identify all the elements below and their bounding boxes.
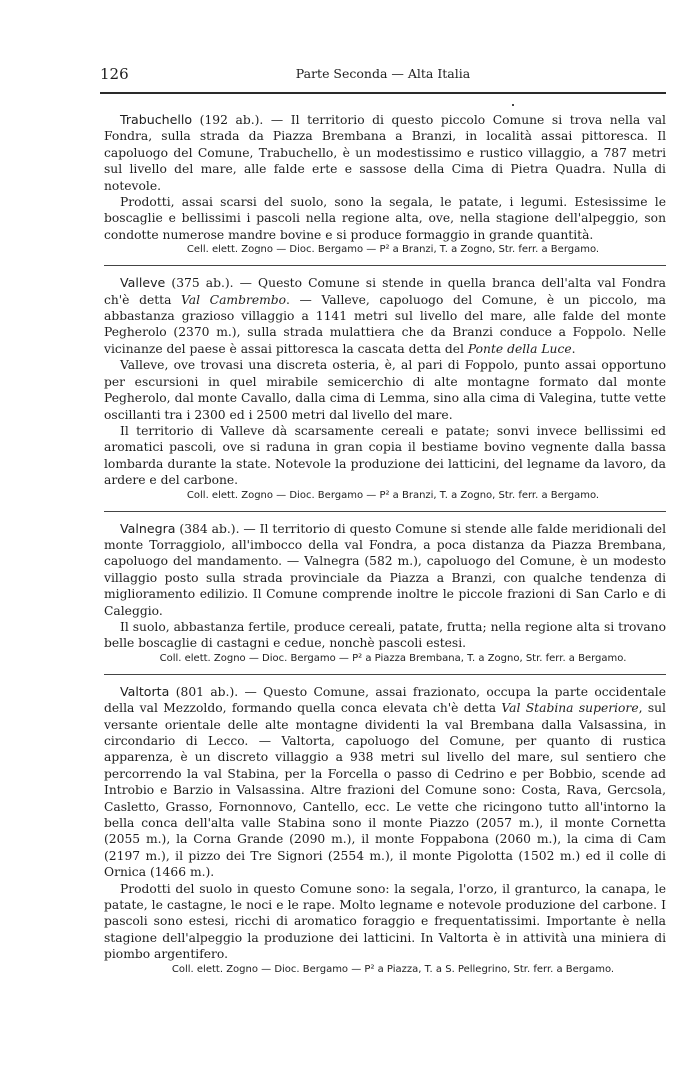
entry-paragraph <box>104 521 666 619</box>
running-head: Parte Seconda — Alta Italia <box>295 66 471 81</box>
entry-divider <box>104 265 666 266</box>
page-body <box>104 112 666 977</box>
italic-text: Val Cambrembo <box>181 292 287 307</box>
entry-title: Valnegra <box>120 520 176 536</box>
text-run: (375 ab.). — Questo Comune si stende in quella branca dell'alta val Fondra ch'è detta <box>104 276 666 307</box>
text-run: Il suolo, abbastanza fertile, produce cereali, patate, frutta; nella regione alta si trovano belle boscaglie di castagni e cedue, nonchè pascoli estesi. <box>104 619 666 651</box>
entry-admin-info: Cell. elett. Zogno — Dioc. Bergamo — P² a Branzi, T. a Zogno, Str. ferr. a Bergamo. <box>186 244 600 256</box>
italic-text: Val Stabina superiore <box>501 701 639 716</box>
text-run: (192 ab.). — Il territorio di questo piccolo Comune si trova nella val Fondra, sulla strada da Piazza Brembana a Branzi, in località assai pittoresca. Il capoluogo del Comune, Trabuchello, è un modestissimo e rustico villaggio, a 787 metri sul livello del mare, alle falde erte e sassose della Cima di Pietra Quadra. Nulla di notevole. <box>104 113 666 193</box>
entry-admin-info: Coll. elett. Zogno — Dioc. Bergamo — P² a Piazza Brembana, T. a Zogno, Str. ferr. a Bergamo. <box>159 652 627 664</box>
entry-paragraph <box>104 112 666 194</box>
print-mark <box>512 104 514 106</box>
text-run: , sul versante orientale delle alte montagne dividenti la val Brembana dalla Valsassina, in circondario di Lecco. — Valtorta, capoluogo del Comune, per quanto di rustica apparenza, è un discreto villaggio a 938 metri sul livello del mare, sul sentiero che percorrendo la val Stabina, per la Forcella o passo di Cedrino e per Bobbio, scende ad Introbio e Barzio in Valsassina. Altre frazioni del Comune sono: Costa, Rava, Gercsola, Casletto, Grasso, Fornonnovo, Cantello, ecc. Le vette che ricingono tutto all'intorno la bella conca dell'alta valle Stabina sono il monte Piazzo (2057 m.), il monte Cornetta (2055 m.), la Corna Grande (2090 m.), il monte Foppabona (2060 m.), la cima di Cam (2197 m.), il pizzo dei Tre Signori (2554 m.), il monte Pigolotta (1502 m.) ed il colle di Ornica (1466 m.). <box>104 701 666 880</box>
text-run: . <box>571 341 576 356</box>
entry-paragraph <box>104 357 666 423</box>
entry-paragraph <box>104 275 666 357</box>
entry-paragraph <box>104 423 666 489</box>
text-run: Valleve, ove trovasi una discreta osteria, è, al pari di Foppolo, punto assai opportuno per escursioni in quel mirabile semicerchio di alte montagne formato dal monte Pegherolo, dal monte Cavallo, dalla cima di Lemma, sino alla cima di Valegina, tutte vette oscillanti tra i 2300 ed i 2500 metri dal livello del mare. <box>104 358 666 422</box>
header-rule <box>100 92 666 94</box>
entry-paragraph <box>104 881 666 963</box>
entry-valnegra <box>104 521 666 666</box>
page-number: 126 <box>100 65 129 83</box>
entry-paragraph <box>104 194 666 243</box>
entry-valtorta <box>104 684 666 977</box>
text-run: (384 ab.). — Il territorio di questo Comune si stende alle falde meridionali del monte Torraggiolo, all'imbocco della val Fondra, a poca distanza da Piazza Brembana, capoluogo del mandamento. — Valnegra (582 m.), capoluogo del Comune, è un modesto villaggio posto sulla strada provinciale da Piazza a Branzi, con qualche tendenza di miglioramento edilizio. Il Comune comprende inoltre le piccole frazioni di San Carlo e di Caleggio. <box>104 521 666 618</box>
text-run: (801 ab.). — Questo Comune, assai frazionato, occupa la parte occidentale della val Mezzoldo, formando quella conca elevata ch'è detta <box>104 684 666 716</box>
text-run: Il territorio di Valleve dà scarsamente cereali e patate; sonvi invece bellissimi ed aromatici pascoli, ove si raduna in gran copia il bestiame bovino vegnente dalla bassa lombarda durante la state. Notevole la produzione dei latticini, del legname da lavoro, da ardere e del carbone. <box>104 423 666 488</box>
entry-admin-info: Coll. elett. Zogno — Dioc. Bergamo — P² a Branzi, T. a Zogno, Str. ferr. a Bergamo. <box>186 489 600 501</box>
entry-admin-info: Coll. elett. Zogno — Dioc. Bergamo — P² a Piazza, T. a S. Pellegrino, Str. ferr. a Bergamo. <box>171 963 615 975</box>
entry-divider <box>104 511 666 512</box>
italic-text: Ponte della Luce <box>467 341 572 356</box>
entry-divider <box>104 674 666 675</box>
text-run: . — Valleve, capoluogo del Comune, è un piccolo, ma abbastanza grazioso villaggio a 1141 metri sul livello del mare, alle falde del monte Pegherolo (2370 m.), sulla strada mulattiera che da Branzi conduce a Foppolo. Nelle vicinanze del paese è assai pittoresca la cascata detta del <box>104 292 666 356</box>
text-run: Prodotti, assai scarsi del suolo, sono la segala, le patate, i legumi. Estesissime le boscaglie e bellissimi i pascoli nella regione alta, ove, nella stagione dell'alpeggio, son condotte numerose mandre bovine e si produce formaggio in grande quantità. <box>104 195 666 242</box>
page-header <box>100 64 666 84</box>
entry-trabuchello <box>104 112 666 257</box>
entry-title: Trabuchello <box>120 112 193 127</box>
text-run: Prodotti del suolo in questo Comune sono: la segala, l'orzo, il granturco, la canapa, le patate, le castagne, le noci e le rape. Molto legname e notevole produzione del carbone. I pascoli sono estesi, ricchi di aromatico foraggio e frequentatissimi. Importante è nella stagione dell'alpeggio la produzione dei latticini. In Valtorta è in attività una miniera di piombo argentifero. <box>104 881 666 962</box>
entry-title: Valleve <box>120 275 166 291</box>
entry-valleve <box>104 275 666 502</box>
entry-paragraph <box>104 684 666 881</box>
entry-title: Valtorta <box>120 683 170 699</box>
entry-paragraph <box>104 619 666 652</box>
